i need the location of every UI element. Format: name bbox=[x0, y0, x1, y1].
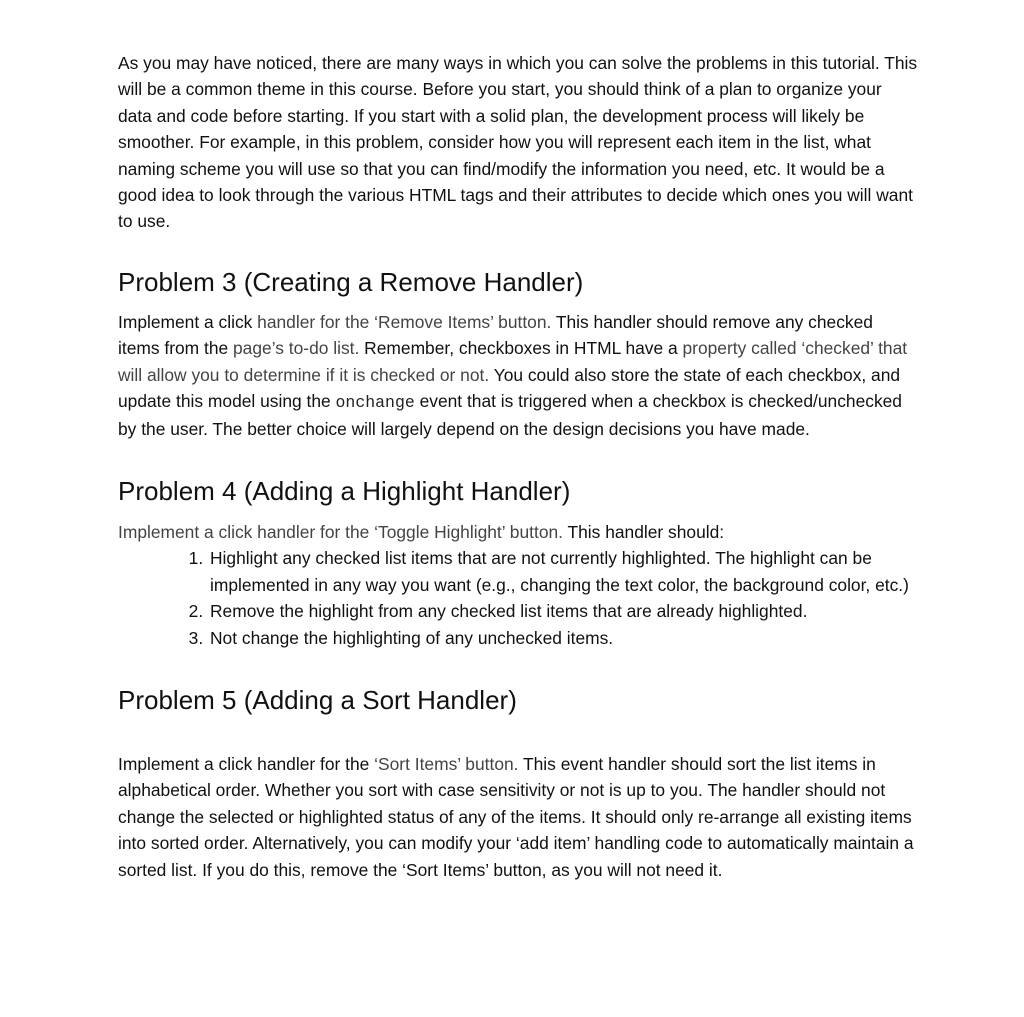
problem-4-heading: Problem 4 (Adding a Highlight Handler) bbox=[118, 475, 571, 506]
problem-3-heading: Problem 3 (Creating a Remove Handler) bbox=[118, 266, 584, 297]
problem-3-text-2: handler for the ‘Remove Items’ button. bbox=[257, 311, 552, 332]
onchange-code: onchange bbox=[335, 393, 415, 413]
problem-3-text-8: event that is triggered when a checkbox is checked/unchecked by the user. The better choice will largely depend on the design decisions you have made. bbox=[118, 391, 902, 440]
problem-4-list bbox=[118, 545, 918, 651]
problem-5-heading: Problem 5 (Adding a Sort Handler) bbox=[118, 684, 517, 715]
problem-3-body bbox=[118, 309, 918, 443]
list-item: 2. Remove the highlight from any checked list items that are already highlighted. bbox=[208, 598, 918, 624]
problem-3-text-7: You could also store the state of each checkbox, and update this model using the bbox=[118, 364, 901, 412]
problem-4-intro-rest: This handler should: bbox=[563, 521, 725, 542]
list-item: 3. Not change the highlighting of any unchecked items. bbox=[208, 625, 918, 651]
problem-5-text-3: This event handler should sort the list items in alphabetical order. Whether you sort with case sensitivity or not is up to you. The handler should not change the selected or highlighted status of any of the items. It should only re-arrange all existing items into sorted order. Alternatively, you can modify your ‘add item’ handling code to automatically maintain a sorted list. If you do this, remove the ‘Sort Items’ button, as you will not need it. bbox=[118, 753, 914, 880]
problem-4-intro bbox=[118, 519, 918, 545]
problem-3-text-6: property called ‘checked’ that will allow you to determine if it is checked or not. bbox=[118, 338, 908, 385]
problem-3-text-4: page’s to-do list. bbox=[233, 338, 360, 359]
document-page bbox=[118, 50, 918, 883]
list-item: 1. Highlight any checked list items that are not currently highlighted. The highlight can be implemented in any way you want (e.g., changing the text color, the background color, etc.) bbox=[208, 545, 918, 598]
problem-4-intro-muted: Implement a click handler for the ‘Toggle Highlight’ button. bbox=[118, 521, 563, 542]
problem-3-text-3: This handler should remove any checked items from the bbox=[118, 311, 873, 359]
problem-5-text-1: Implement a click handler for the bbox=[118, 753, 375, 774]
problem-5-body bbox=[118, 751, 918, 883]
problem-3-text-1: Implement a click bbox=[118, 311, 258, 332]
problem-5-text-2: ‘Sort Items’ button. bbox=[374, 753, 519, 774]
problem-3-text-5: Remember, checkboxes in HTML have a bbox=[359, 338, 683, 359]
intro-paragraph: As you may have noticed, there are many ways in which you can solve the problems in this tutorial. This will be a common theme in this course. Before you start, you should think of a plan to organize your data and code before starting. If you start with a solid plan, the development process will likely be smoother. For example, in this problem, consider how you will represent each item in the list, what naming scheme you will use so that you can find/modify the information you need, etc. It would be a good idea to look through the various HTML tags and their attributes to decide which ones you will want to use. bbox=[118, 53, 918, 232]
